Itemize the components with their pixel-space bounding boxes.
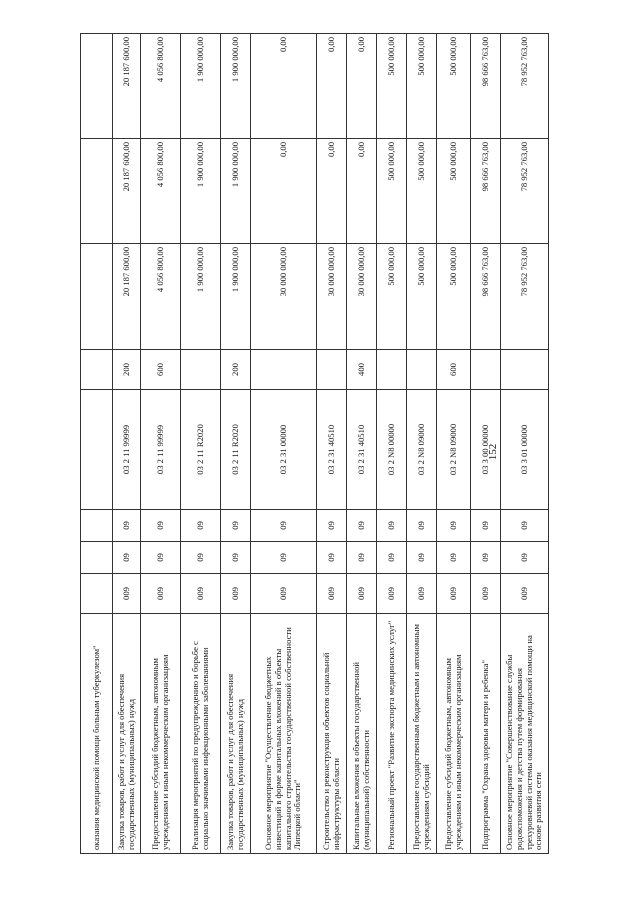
cell-vr: [181, 350, 221, 390]
cell-sum-2: [81, 139, 113, 244]
table-row: [317, 34, 347, 854]
row-name: Реализация мероприятий по предупреждению и борьбе с социально значимыми инфекционными заболеваниями: [181, 614, 221, 854]
cell-sum-2: 500 000,00: [407, 139, 437, 244]
cell-rz: 09: [141, 542, 181, 574]
cell-sum-1: 500 000,00: [407, 244, 437, 350]
row-name: Предоставление субсидий бюджетным, автономным учреждениям и иным некоммерческим организациям: [141, 614, 181, 854]
row-name: Предоставление государственным бюджетным и автономным учреждениям субсидий: [407, 614, 437, 854]
cell-vr: 400: [347, 350, 377, 390]
cell-sum-1: 4 056 800,00: [141, 244, 181, 350]
cell-sum-1: 500 000,00: [377, 244, 407, 350]
cell-csr: 03 2 N8 00000: [377, 390, 407, 510]
cell-csr: 03 2 N8 09000: [437, 390, 471, 510]
cell-csr: 03 2 31 00000: [251, 390, 317, 510]
cell-pr: 09: [113, 510, 141, 542]
cell-sum-2: 1 900 000,00: [181, 139, 221, 244]
cell-rz: 09: [501, 542, 549, 574]
row-name: Региональный проект "Развитие экспорта медицинских услуг": [377, 614, 407, 854]
cell-rz: 09: [113, 542, 141, 574]
cell-pr: 09: [317, 510, 347, 542]
cell-rz: [81, 542, 113, 574]
budget-table: [80, 33, 549, 854]
cell-sum-2: 1 900 000,00: [221, 139, 251, 244]
cell-csr: 03 2 11 R2020: [221, 390, 251, 510]
cell-rz: 09: [181, 542, 221, 574]
cell-glava: 009: [317, 574, 347, 614]
cell-csr: [81, 390, 113, 510]
cell-glava: 009: [437, 574, 471, 614]
cell-pr: 09: [471, 510, 501, 542]
cell-pr: 09: [347, 510, 377, 542]
table-row: [347, 34, 377, 854]
rotated-page-content: [80, 34, 544, 854]
cell-vr: 200: [221, 350, 251, 390]
cell-pr: 09: [181, 510, 221, 542]
cell-vr: [407, 350, 437, 390]
row-name: Строительство и реконструкция объектов социальной инфраструктуры области: [317, 614, 347, 854]
row-name: Основное мероприятие "Совершенствование службы родовспоможения и детства путем формирования трехуровневой системы оказания медицинской помощи на основе развития сети: [501, 614, 549, 854]
row-name: Предоставление субсидий бюджетным, автономным учреждениям и иным некоммерческим организациям: [437, 614, 471, 854]
cell-rz: 09: [317, 542, 347, 574]
cell-glava: 009: [221, 574, 251, 614]
cell-sum-3: 1 900 000,00: [221, 34, 251, 139]
cell-vr: [81, 350, 113, 390]
cell-sum-2: 0,00: [347, 139, 377, 244]
cell-csr: 03 2 31 40510: [347, 390, 377, 510]
table-row: [377, 34, 407, 854]
cell-sum-3: 20 187 600,00: [113, 34, 141, 139]
row-name: оказания медицинской помощи больным туберкулезом": [81, 614, 113, 854]
cell-sum-1: 1 900 000,00: [221, 244, 251, 350]
cell-vr: 600: [141, 350, 181, 390]
cell-pr: 09: [141, 510, 181, 542]
cell-sum-2: 98 666 763,00: [471, 139, 501, 244]
cell-sum-2: 4 056 800,00: [141, 139, 181, 244]
cell-sum-2: 500 000,00: [437, 139, 471, 244]
cell-csr: 03 3 00 00000: [471, 390, 501, 510]
cell-pr: [81, 510, 113, 542]
cell-glava: 009: [181, 574, 221, 614]
table-row: [141, 34, 181, 854]
table-row: [113, 34, 141, 854]
cell-sum-2: 0,00: [251, 139, 317, 244]
cell-vr: [317, 350, 347, 390]
cell-pr: 09: [221, 510, 251, 542]
table-row: [471, 34, 501, 854]
table-row: [437, 34, 471, 854]
cell-sum-1: 20 187 600,00: [113, 244, 141, 350]
cell-csr: 03 2 11 99999: [113, 390, 141, 510]
cell-sum-1: 78 952 763,00: [501, 244, 549, 350]
cell-vr: [501, 350, 549, 390]
cell-sum-1: 30 000 000,00: [347, 244, 377, 350]
page-number: 152: [487, 443, 499, 461]
cell-rz: 09: [437, 542, 471, 574]
cell-vr: 600: [437, 350, 471, 390]
row-name: Основное мероприятие "Осуществление бюджетных инвестиций в форме капитальных вложений в объекты капитального строительства государственной собственности Липецкой области": [251, 614, 317, 854]
cell-glava: [81, 574, 113, 614]
budget-table-body: [81, 34, 549, 854]
cell-sum-3: 4 056 800,00: [141, 34, 181, 139]
cell-sum-1: 30 000 000,00: [317, 244, 347, 350]
cell-sum-1: 30 000 000,00: [251, 244, 317, 350]
cell-rz: 09: [407, 542, 437, 574]
cell-glava: 009: [141, 574, 181, 614]
cell-vr: [471, 350, 501, 390]
cell-sum-1: 98 666 763,00: [471, 244, 501, 350]
cell-rz: 09: [347, 542, 377, 574]
table-row: [251, 34, 317, 854]
cell-rz: 09: [377, 542, 407, 574]
cell-csr: 03 2 N8 09000: [407, 390, 437, 510]
table-row: [81, 34, 113, 854]
cell-sum-3: 0,00: [347, 34, 377, 139]
cell-sum-2: 78 952 763,00: [501, 139, 549, 244]
cell-pr: 09: [501, 510, 549, 542]
cell-sum-3: 500 000,00: [377, 34, 407, 139]
row-name: Капитальные вложения в объекты государственной (муниципальной) собственности: [347, 614, 377, 854]
table-row: [501, 34, 549, 854]
cell-pr: 09: [437, 510, 471, 542]
table-row: [407, 34, 437, 854]
cell-pr: 09: [377, 510, 407, 542]
cell-sum-3: 0,00: [317, 34, 347, 139]
cell-vr: [251, 350, 317, 390]
cell-pr: 09: [251, 510, 317, 542]
cell-sum-3: 78 952 763,00: [501, 34, 549, 139]
cell-sum-3: 0,00: [251, 34, 317, 139]
cell-csr: 03 3 01 00000: [501, 390, 549, 510]
cell-sum-1: [81, 244, 113, 350]
cell-csr: 03 2 11 R2020: [181, 390, 221, 510]
cell-sum-3: 500 000,00: [407, 34, 437, 139]
cell-glava: 009: [251, 574, 317, 614]
cell-rz: 09: [251, 542, 317, 574]
row-name: Закупка товаров, работ и услуг для обеспечения государственных (муниципальных) нужд: [221, 614, 251, 854]
cell-sum-3: 98 666 763,00: [471, 34, 501, 139]
cell-glava: 009: [471, 574, 501, 614]
row-name: Закупка товаров, работ и услуг для обеспечения государственных (муниципальных) нужд: [113, 614, 141, 854]
table-row: [181, 34, 221, 854]
cell-glava: 009: [377, 574, 407, 614]
cell-sum-1: 500 000,00: [437, 244, 471, 350]
cell-rz: 09: [221, 542, 251, 574]
cell-sum-2: 20 187 600,00: [113, 139, 141, 244]
budget-table-viewport: [80, 34, 544, 854]
cell-glava: 009: [113, 574, 141, 614]
cell-sum-1: 1 900 000,00: [181, 244, 221, 350]
cell-vr: 200: [113, 350, 141, 390]
row-name: Подпрограмма "Охрана здоровья матери и ребенка": [471, 614, 501, 854]
cell-sum-3: [81, 34, 113, 139]
cell-csr: 03 2 11 99999: [141, 390, 181, 510]
cell-sum-3: 500 000,00: [437, 34, 471, 139]
cell-sum-2: 0,00: [317, 139, 347, 244]
cell-sum-2: 500 000,00: [377, 139, 407, 244]
cell-rz: 09: [471, 542, 501, 574]
cell-csr: 03 2 31 40510: [317, 390, 347, 510]
table-row: [221, 34, 251, 854]
cell-vr: [377, 350, 407, 390]
cell-glava: 009: [407, 574, 437, 614]
cell-sum-3: 1 900 000,00: [181, 34, 221, 139]
cell-glava: 009: [347, 574, 377, 614]
cell-pr: 09: [407, 510, 437, 542]
cell-glava: 009: [501, 574, 549, 614]
